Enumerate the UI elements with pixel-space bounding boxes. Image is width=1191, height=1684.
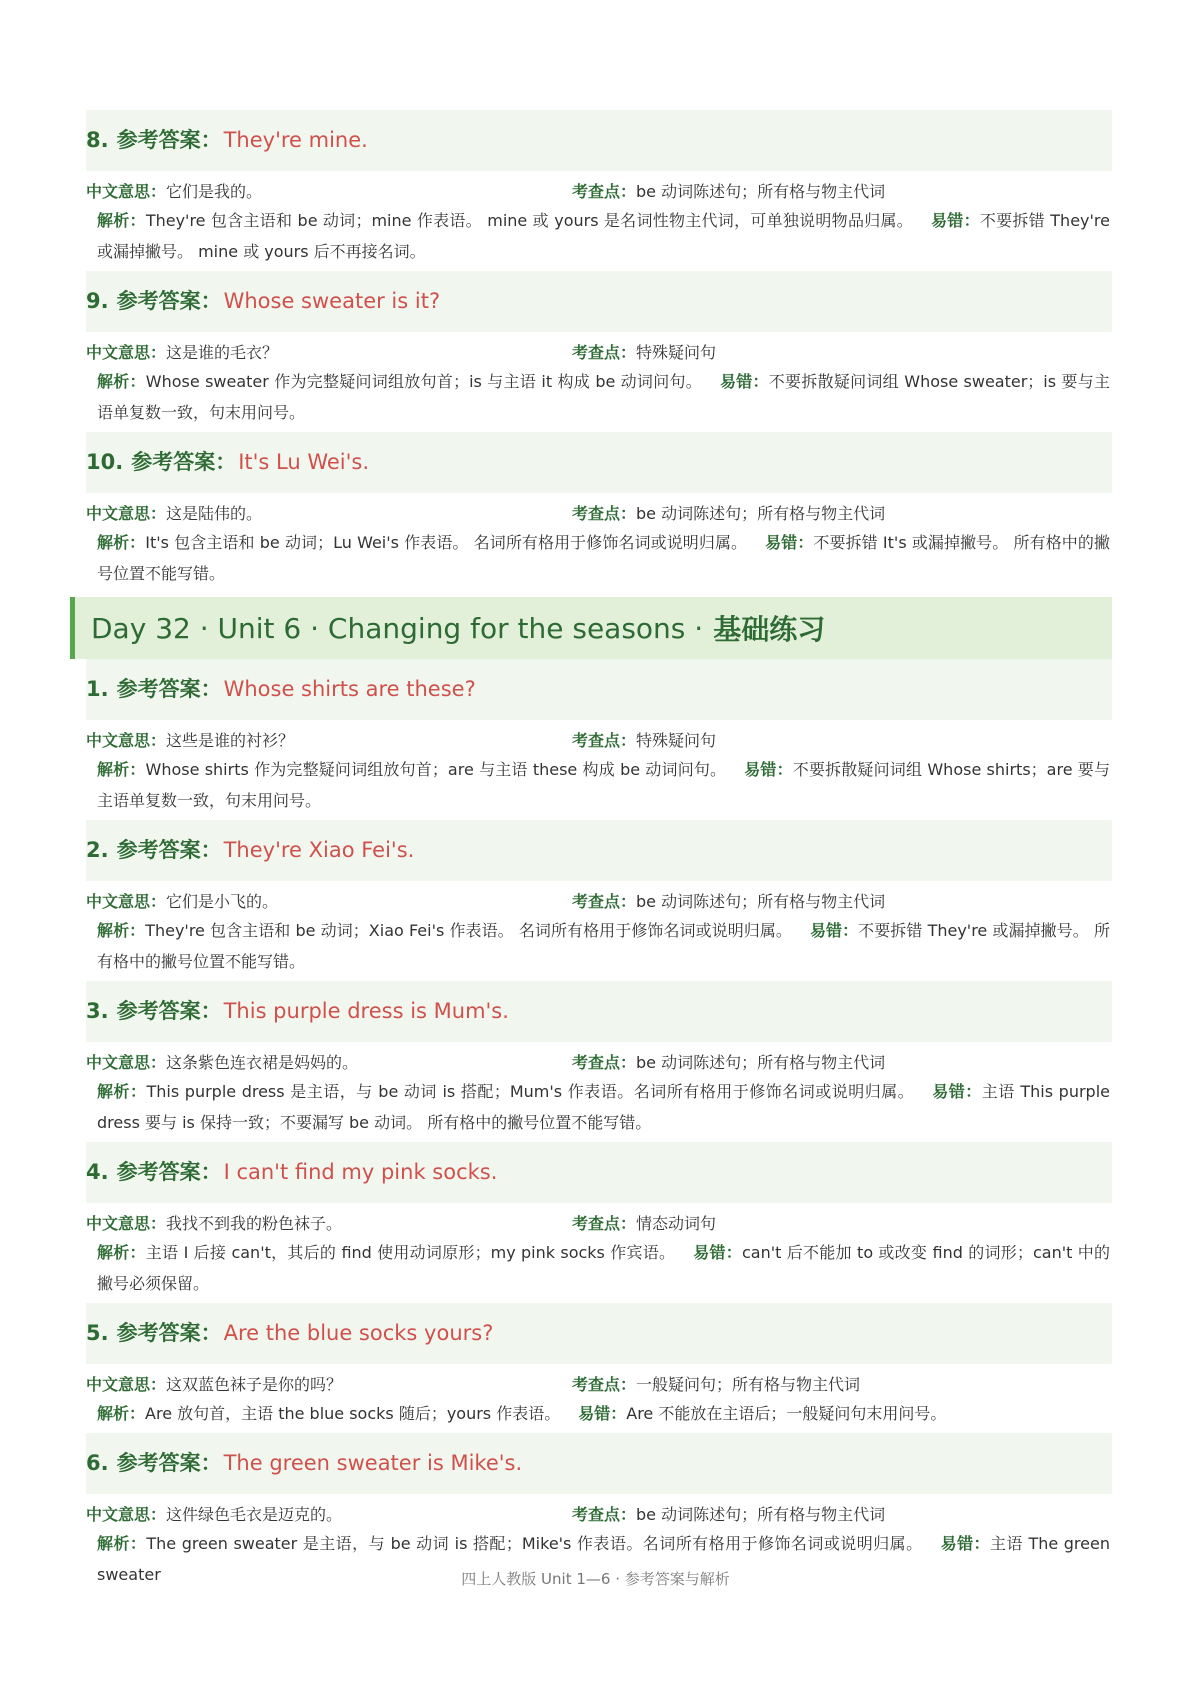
answer-label: 参考答案： xyxy=(116,677,222,701)
point-block xyxy=(572,179,1112,202)
meaning-block xyxy=(86,340,572,363)
meaning-label: 中文意思： xyxy=(86,503,167,523)
point-block xyxy=(572,1372,1112,1395)
answer-label: 参考答案： xyxy=(116,999,222,1023)
answer-text: The green sweater is Mike's. xyxy=(223,1451,523,1475)
analysis-text: Whose shirts 作为完整疑问词组放句首；are 与主语 these 构成 be 动词问句。 xyxy=(145,760,727,779)
meaning-text: 这条紫色连衣裙是妈妈的。 xyxy=(166,1052,359,1072)
question-header xyxy=(86,1303,1112,1364)
meta-row xyxy=(86,497,1112,527)
answer-text: Whose shirts are these? xyxy=(223,677,476,701)
pitfall-text: 不要拆错 They're 或漏掉撇号。 所有格中的撇号位置不能写错。 xyxy=(97,921,1110,971)
analysis-label: 解析： xyxy=(97,921,146,940)
answer-label: 参考答案： xyxy=(116,838,222,862)
pitfall-text: 不要拆散疑问词组 Whose sweater；is 要与主语单复数一致，句末用问号。 xyxy=(97,372,1110,422)
pitfall-label: 易错： xyxy=(693,1243,742,1262)
point-text: 情态动词句 xyxy=(636,1213,717,1233)
analysis-text: The green sweater 是主语，与 be 动词 is 搭配；Mike's 作表语。名词所有格用于修饰名词或说明归属。 xyxy=(146,1534,923,1553)
meaning-text: 这是谁的毛衣？ xyxy=(166,342,279,362)
page-footer: 四上人教版 Unit 1—6 · 参考答案与解析 xyxy=(461,1570,730,1588)
question-number: 6. xyxy=(86,1451,109,1475)
pitfall-label: 易错： xyxy=(932,1082,982,1101)
meta-row xyxy=(86,885,1112,915)
point-label: 考查点： xyxy=(572,181,637,201)
answer-text: Whose sweater is it? xyxy=(223,289,441,313)
analysis-text: They're 包含主语和 be 动词；Xiao Fei's 作表语。 名词所有格用于修饰名词或说明归属。 xyxy=(145,921,792,940)
analysis-text: It's 包含主语和 be 动词；Lu Wei's 作表语。 名词所有格用于修饰名词或说明归属。 xyxy=(145,533,748,552)
pitfall-label: 易错： xyxy=(809,921,859,940)
analysis-block xyxy=(86,1237,1112,1299)
point-text: be 动词陈述句；所有格与物主代词 xyxy=(636,891,886,911)
answer-label: 参考答案： xyxy=(116,128,222,152)
point-text: 特殊疑问句 xyxy=(636,730,717,750)
section-title-bold: 基础练习 xyxy=(713,613,826,646)
pitfall-label: 易错： xyxy=(931,211,980,230)
point-block xyxy=(572,1050,1112,1073)
pitfall-text: 不要拆错 They're 或漏掉撇号。 mine 或 yours 后不再接名词。 xyxy=(97,211,1110,261)
pitfall-text: can't 后不能加 to 或改变 find 的词形；can't 中的撇号必须保留。 xyxy=(97,1243,1110,1293)
pitfall-text: 不要拆散疑问词组 Whose shirts；are 要与主语单复数一致，句末用问号。 xyxy=(97,760,1110,810)
meaning-block xyxy=(86,728,572,751)
analysis-label: 解析： xyxy=(97,760,146,779)
question-header xyxy=(86,271,1112,332)
question-group-2 xyxy=(86,659,1112,1590)
meaning-label: 中文意思： xyxy=(86,891,167,911)
pitfall-text: Are 不能放在主语后；一般疑问句末用问号。 xyxy=(626,1404,947,1423)
answer-item xyxy=(86,432,1112,589)
analysis-block xyxy=(86,1398,1112,1429)
analysis-label: 解析： xyxy=(97,1082,147,1101)
point-text: be 动词陈述句；所有格与物主代词 xyxy=(636,1504,886,1524)
question-number: 10. xyxy=(86,450,124,474)
analysis-text: They're 包含主语和 be 动词；mine 作表语。 mine 或 yours 是名词性物主代词，可单独说明物品归属。 xyxy=(145,211,914,230)
answer-label: 参考答案： xyxy=(116,289,222,313)
pitfall-text: 主语 This purple dress 要与 is 保持一致；不要漏写 be 动词。 所有格中的撇号位置不能写错。 xyxy=(97,1082,1110,1132)
pitfall-label: 易错： xyxy=(940,1534,990,1553)
point-block xyxy=(572,728,1112,751)
meaning-text: 这双蓝色袜子是你的吗？ xyxy=(166,1374,343,1394)
point-label: 考查点： xyxy=(572,730,637,750)
meaning-text: 这是陆伟的。 xyxy=(166,503,263,523)
analysis-block xyxy=(86,366,1112,428)
meaning-block xyxy=(86,889,572,912)
answer-text: It's Lu Wei's. xyxy=(238,450,370,474)
meaning-label: 中文意思： xyxy=(86,342,167,362)
point-label: 考查点： xyxy=(572,1052,637,1072)
question-number: 1. xyxy=(86,677,109,701)
analysis-block xyxy=(86,754,1112,816)
answer-text: They're mine. xyxy=(223,128,368,152)
pitfall-label: 易错： xyxy=(744,760,793,779)
analysis-text: This purple dress 是主语，与 be 动词 is 搭配；Mum's 作表语。名词所有格用于修饰名词或说明归属。 xyxy=(146,1082,915,1101)
meaning-text: 我找不到我的粉色袜子。 xyxy=(166,1213,343,1233)
analysis-block xyxy=(86,527,1112,589)
meaning-label: 中文意思： xyxy=(86,1504,167,1524)
section-title: Day 32 · Unit 6 · Changing for the seasons · xyxy=(91,611,704,645)
answer-item xyxy=(86,820,1112,977)
meta-row xyxy=(86,1207,1112,1237)
meaning-block xyxy=(86,1502,572,1525)
meaning-text: 这件绿色毛衣是迈克的。 xyxy=(166,1504,343,1524)
point-text: be 动词陈述句；所有格与物主代词 xyxy=(636,503,886,523)
point-text: be 动词陈述句；所有格与物主代词 xyxy=(636,1052,886,1072)
point-text: 一般疑问句；所有格与物主代词 xyxy=(636,1374,861,1394)
meaning-block xyxy=(86,1372,572,1395)
analysis-block xyxy=(86,915,1112,977)
answer-item xyxy=(86,981,1112,1138)
question-number: 3. xyxy=(86,999,109,1023)
question-header xyxy=(86,1142,1112,1203)
answer-text: I can't find my pink socks. xyxy=(223,1160,498,1184)
analysis-label: 解析： xyxy=(97,533,146,552)
meaning-block xyxy=(86,1050,572,1073)
answer-item xyxy=(86,1142,1112,1299)
point-block xyxy=(572,889,1112,912)
question-group-1 xyxy=(86,110,1112,589)
question-header xyxy=(86,432,1112,493)
point-block xyxy=(572,1211,1112,1234)
point-block xyxy=(572,1502,1112,1525)
answer-text: This purple dress is Mum's. xyxy=(223,999,509,1023)
pitfall-label: 易错： xyxy=(720,372,769,391)
point-text: be 动词陈述句；所有格与物主代词 xyxy=(636,181,886,201)
point-block xyxy=(572,501,1112,524)
analysis-label: 解析： xyxy=(97,1243,146,1262)
meta-row xyxy=(86,1498,1112,1528)
point-label: 考查点： xyxy=(572,1213,637,1233)
analysis-block xyxy=(86,205,1112,267)
meaning-text: 这些是谁的衬衫？ xyxy=(166,730,295,750)
point-label: 考查点： xyxy=(572,1504,637,1524)
question-number: 9. xyxy=(86,289,109,313)
section-heading xyxy=(70,597,1112,659)
meaning-label: 中文意思： xyxy=(86,181,167,201)
analysis-label: 解析： xyxy=(97,1404,146,1423)
meaning-text: 它们是我的。 xyxy=(166,181,263,201)
point-block xyxy=(572,340,1112,363)
answer-text: They're Xiao Fei's. xyxy=(223,838,415,862)
answer-label: 参考答案： xyxy=(116,1321,222,1345)
meaning-label: 中文意思： xyxy=(86,1052,167,1072)
meaning-text: 它们是小飞的。 xyxy=(166,891,279,911)
question-number: 4. xyxy=(86,1160,109,1184)
question-header xyxy=(86,110,1112,171)
answer-item xyxy=(86,1303,1112,1429)
analysis-text: Whose sweater 作为完整疑问词组放句首；is 与主语 it 构成 be 动词问句。 xyxy=(145,372,702,391)
pitfall-text: 主语 The green sweater xyxy=(97,1534,1110,1584)
question-header xyxy=(86,1433,1112,1494)
answer-label: 参考答案： xyxy=(116,1160,222,1184)
question-header xyxy=(86,981,1112,1042)
answer-item xyxy=(86,271,1112,428)
meta-row xyxy=(86,175,1112,205)
meaning-block xyxy=(86,1211,572,1234)
point-label: 考查点： xyxy=(572,342,637,362)
meaning-label: 中文意思： xyxy=(86,1374,167,1394)
meta-row xyxy=(86,1368,1112,1398)
pitfall-label: 易错： xyxy=(765,533,814,552)
meaning-label: 中文意思： xyxy=(86,730,167,750)
question-number: 5. xyxy=(86,1321,109,1345)
analysis-label: 解析： xyxy=(97,372,146,391)
pitfall-label: 易错： xyxy=(578,1404,627,1423)
meta-row xyxy=(86,336,1112,366)
analysis-label: 解析： xyxy=(97,1534,147,1553)
answer-text: Are the blue socks yours? xyxy=(223,1321,494,1345)
analysis-text: Are 放句首，主语 the blue socks 随后；yours 作表语。 xyxy=(145,1404,561,1423)
point-text: 特殊疑问句 xyxy=(636,342,717,362)
analysis-label: 解析： xyxy=(97,211,146,230)
answer-label: 参考答案： xyxy=(131,450,237,474)
meaning-block xyxy=(86,179,572,202)
question-header xyxy=(86,820,1112,881)
analysis-text: 主语 I 后接 can't，其后的 find 使用动词原形；my pink socks 作宾语。 xyxy=(145,1243,676,1262)
answer-label: 参考答案： xyxy=(116,1451,222,1475)
meaning-label: 中文意思： xyxy=(86,1213,167,1233)
question-number: 2. xyxy=(86,838,109,862)
meta-row xyxy=(86,724,1112,754)
meta-row xyxy=(86,1046,1112,1076)
question-number: 8. xyxy=(86,128,109,152)
point-label: 考查点： xyxy=(572,503,637,523)
point-label: 考查点： xyxy=(572,1374,637,1394)
answer-content xyxy=(86,110,1112,1594)
point-label: 考查点： xyxy=(572,891,637,911)
question-header xyxy=(86,659,1112,720)
meaning-block xyxy=(86,501,572,524)
answer-item xyxy=(86,1433,1112,1590)
answer-item xyxy=(86,110,1112,267)
answer-item xyxy=(86,659,1112,816)
analysis-block xyxy=(86,1076,1112,1138)
pitfall-text: 不要拆错 It's 或漏掉撇号。 所有格中的撇号位置不能写错。 xyxy=(97,533,1110,583)
